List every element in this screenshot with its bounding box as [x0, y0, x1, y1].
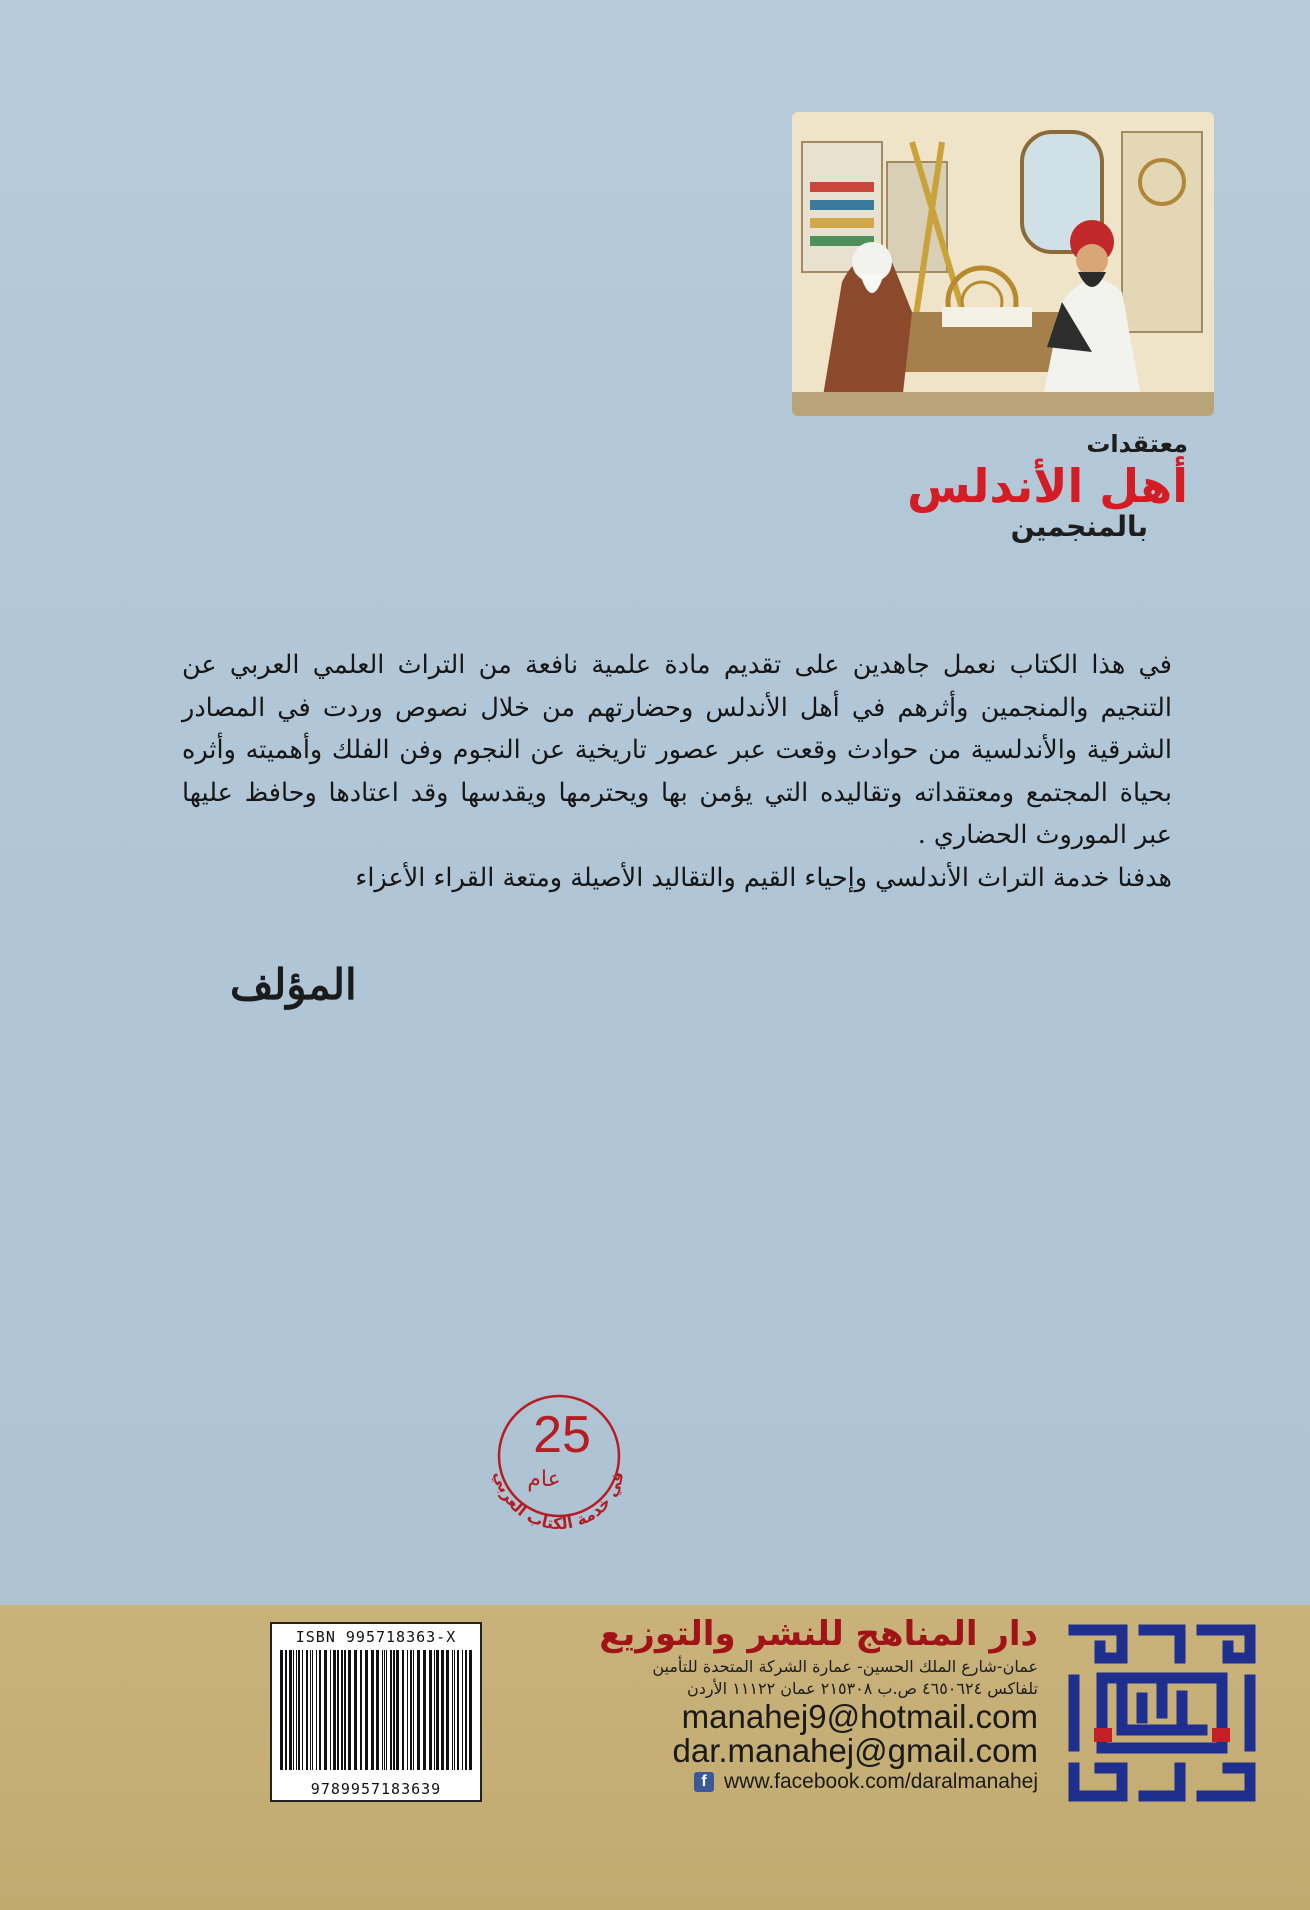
- barcode-bar: [457, 1650, 459, 1770]
- barcode-bar: [382, 1650, 383, 1770]
- barcode-bar: [469, 1650, 472, 1770]
- barcode-bar: [310, 1650, 311, 1770]
- author-signature: المؤلف: [230, 960, 357, 1009]
- description-paragraph-2: هدفنا خدمة التراث الأندلسي وإحياء القيم والتقاليد الأصيلة ومتعة القراء الأعزاء: [355, 862, 1172, 893]
- barcode-bars: [278, 1650, 474, 1770]
- publisher-fax: تلفاكس ٤٦٥٠٦٢٤ ص.ب ٢١٥٣٠٨ عمان ١١١٢٢ الأردن: [686, 1679, 1038, 1698]
- barcode-bar: [465, 1650, 467, 1770]
- publisher-logo: [1062, 1618, 1262, 1808]
- barcode-bar: [396, 1650, 399, 1770]
- barcode-bar: [376, 1650, 379, 1770]
- anniversary-word: عام: [527, 1467, 561, 1492]
- barcode-bar: [441, 1650, 444, 1770]
- barcode-bar: [333, 1650, 336, 1770]
- barcode-bar: [289, 1650, 292, 1770]
- barcode-bar: [348, 1650, 351, 1770]
- title-suffix: بالمنجمين: [1010, 510, 1148, 543]
- publisher-email-2: dar.manahej@gmail.com: [672, 1732, 1038, 1769]
- barcode-bar: [371, 1650, 374, 1770]
- anniversary-seal: [474, 1394, 644, 1544]
- description-paragraph-1: في هذا الكتاب نعمل جاهدين على تقديم مادة علمية نافعة من التراث العلمي العربي عن التنجيم والمنجمين وأثرهم في أهل الأندلس وحضارتهم من خلال نصوص وردت في المصادر الشرقية والأندلسية من حوادث وقعت عبر عصور تاريخية عن النجوم وفن الفلك وأهميته وأثره بحياة المجتمع ومعتقداته وتقاليده التي يؤمن بها ويحترمها ويقدسها وقد اعتادها وحافظ عليها عبر الموروث الحضاري .: [182, 650, 1172, 850]
- barcode-bar: [344, 1650, 346, 1770]
- barcode-bar: [280, 1650, 283, 1770]
- barcode-bar: [454, 1650, 455, 1770]
- barcode-bar: [365, 1650, 368, 1770]
- barcode-bar: [410, 1650, 412, 1770]
- barcode-bar: [390, 1650, 392, 1770]
- barcode-bar: [434, 1650, 435, 1770]
- barcode-bar: [319, 1650, 321, 1770]
- barcode-bar: [354, 1650, 357, 1770]
- barcode-bar: [285, 1650, 287, 1770]
- title-prefix: معتقدات: [1086, 430, 1188, 458]
- barcode-bar: [402, 1650, 404, 1770]
- barcode-bar: [296, 1650, 297, 1770]
- barcode-bar: [436, 1650, 439, 1770]
- publisher-info: [478, 1612, 1038, 1796]
- publisher-facebook: [478, 1768, 1038, 1796]
- barcode-bar: [293, 1650, 294, 1770]
- book-title: أهل الأندلس: [907, 459, 1188, 513]
- book-description: [182, 644, 1172, 899]
- barcode-bar: [393, 1650, 395, 1770]
- barcode-bar: [360, 1650, 362, 1770]
- barcode-bar: [452, 1650, 453, 1770]
- barcode-bar: [413, 1650, 414, 1770]
- facebook-url: www.facebook.com/daralmanahej: [724, 1770, 1038, 1793]
- barcode-bar: [417, 1650, 420, 1770]
- barcode-bar: [341, 1650, 343, 1770]
- barcode-bar: [302, 1650, 303, 1770]
- barcode-bar: [384, 1650, 385, 1770]
- facebook-icon: f: [694, 1772, 714, 1792]
- barcode-bar: [337, 1650, 339, 1770]
- publisher-address: عمان-شارع الملك الحسين- عمارة الشركة المتحدة للتأمين: [652, 1657, 1038, 1676]
- barcode-bar: [407, 1650, 408, 1770]
- anniversary-number: 25: [533, 1406, 591, 1464]
- publisher-name: دار المناهج للنشر والتوزيع: [599, 1614, 1038, 1654]
- publisher-email-1: manahej9@hotmail.com: [681, 1698, 1038, 1735]
- barcode-bar: [429, 1650, 432, 1770]
- book-title-block: [907, 430, 1188, 543]
- barcode-bar: [330, 1650, 331, 1770]
- barcode-bar: [462, 1650, 463, 1770]
- barcode-bar: [316, 1650, 317, 1770]
- barcode-bar: [386, 1650, 387, 1770]
- barcode-bar: [446, 1650, 449, 1770]
- barcode-bar: [298, 1650, 300, 1770]
- astronomers-illustration: [792, 112, 1214, 416]
- isbn-barcode: [270, 1622, 482, 1802]
- barcode-bar: [423, 1650, 426, 1770]
- isbn-label: ISBN 995718363-X: [295, 1628, 457, 1646]
- barcode-bar: [312, 1650, 313, 1770]
- barcode-digits: 9789957183639: [310, 1780, 442, 1798]
- barcode-bar: [324, 1650, 327, 1770]
- barcode-bar: [306, 1650, 308, 1770]
- anniversary-caption: في خدمة الكتاب العربي: [490, 1469, 628, 1534]
